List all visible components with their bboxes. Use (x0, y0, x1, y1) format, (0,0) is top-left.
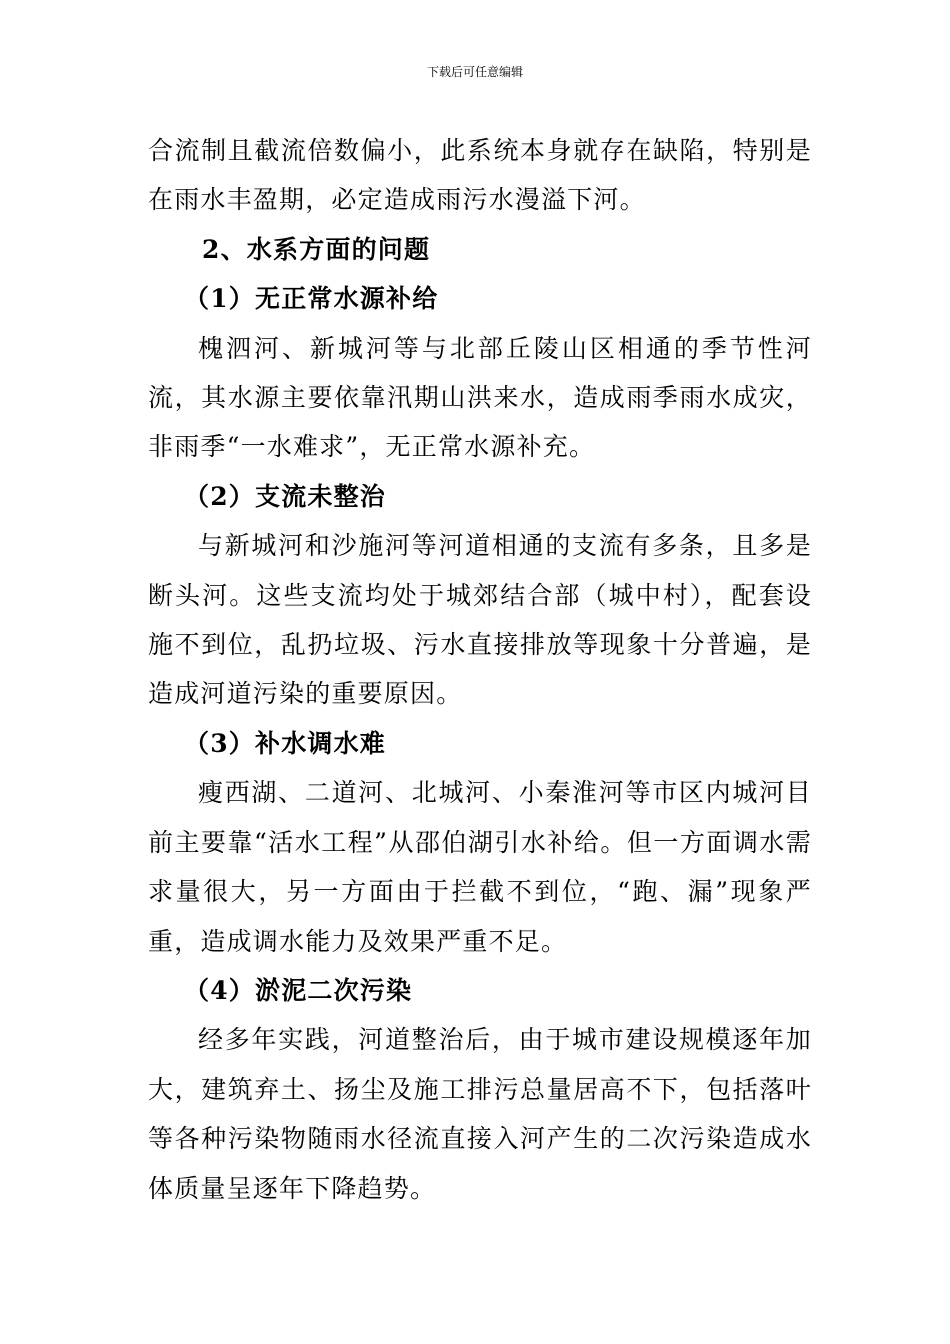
section-heading: 2、水系方面的问题 (202, 234, 431, 264)
page-header: 下载后可任意编辑 (426, 65, 523, 79)
paragraph-3: 瘦西湖、二道河、北城河、小秦淮河等市区内城河目前主要靠“活水工程”从邵伯湖引水补给。但一方面调水需求量很大，另一方面由于拦截不到位，“跑、漏”现象严重，造成调水能力及效果严重不足。 (148, 778, 812, 956)
subsection-heading-2: （2）支流未整治 (184, 481, 386, 511)
subsection-heading-4: （4）淤泥二次污染 (184, 975, 413, 1005)
paragraph-continued: 合流制且截流倍数偏小，此系统本身就存在缺陷，特别是在雨水丰盈期，必定造成雨污水漫溢下河。 (148, 136, 812, 215)
subsection-heading-1: （1）无正常水源补给 (184, 284, 439, 314)
paragraph-2: 与新城河和沙施河等河道相通的支流有多条，且多是断头河。这些支流均处于城郊结合部（城中村），配套设施不到位，乱扔垃圾、污水直接排放等现象十分普遍，是造成河道污染的重要原因。 (148, 531, 812, 709)
document-body (148, 126, 812, 1213)
paragraph-4: 经多年实践，河道整治后，由于城市建设规模逐年加大，建筑弃土、扬尘及施工排污总量居高不下，包括落叶等各种污染物随雨水径流直接入河产生的二次污染造成水体质量呈逐年下降趋势。 (148, 1025, 812, 1203)
subsection-heading-3: （3）补水调水难 (184, 728, 386, 758)
paragraph-1: 槐泗河、新城河等与北部丘陵山区相通的季节性河流，其水源主要依靠汛期山洪来水，造成雨季雨水成灾，非雨季“一水难求”，无正常水源补充。 (148, 333, 812, 462)
